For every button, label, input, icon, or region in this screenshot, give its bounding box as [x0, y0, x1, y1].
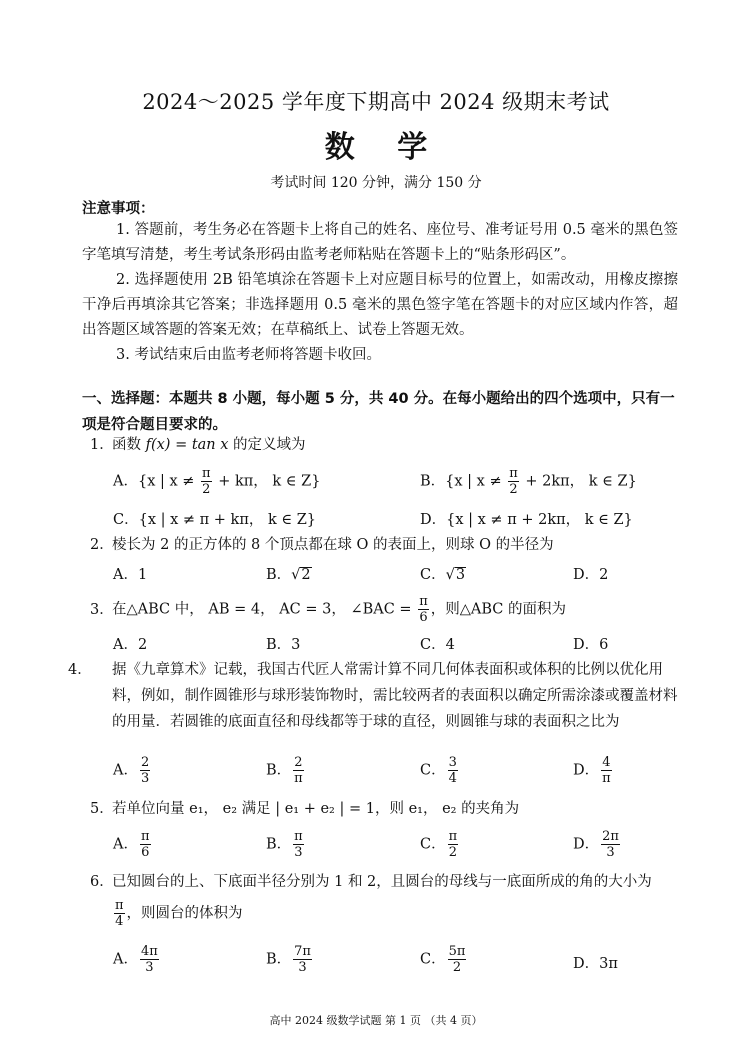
question-2 [90, 533, 680, 558]
q5-option-b: B． $\frac{\pi}{3}$ [266, 829, 303, 860]
question-4 [68, 657, 680, 735]
q5-option-a: A． $\frac{\pi}{6}$ [113, 829, 150, 860]
q5-option-d: D． $\frac{2\pi}{3}$ [573, 829, 619, 860]
notice-item-2: 2. 选择题使用 2B 铅笔填涂在答题卡上对应题目标号的位置上，如需改动，用橡皮擦擦干净后再填涂其它答案；非选择题用 0.5 毫米的黑色签字笔在答题卡的对应区域内作答，超出答题区域答题的答案无效；在草稿纸上、试卷上答题无效。 [82, 272, 678, 338]
notice-item-3: 3. 考试结束后由监考老师将答题卡收回。 [116, 347, 381, 363]
fraction: $\frac{\pi}{6}$ [419, 594, 428, 625]
fraction: $\frac{\pi}{2}$ [202, 466, 211, 497]
q1-option-a [113, 466, 320, 497]
q1-option-d [420, 508, 633, 529]
question-text: 棱长为 2 的正方体的 8 个顶点都在球 O 的表面上，则球 O 的半径为 [112, 537, 554, 553]
question-number: 6． [90, 874, 114, 890]
option-text: + 2kπ， k ∈ Z} [520, 473, 637, 490]
q2-option-c: C．√3 [420, 567, 466, 583]
option-label: A． [113, 473, 138, 490]
exam-title: 2024～2025 学年度下期高中 2024 级期末考试 [142, 90, 610, 114]
question-number: 2． [90, 537, 114, 553]
question-number: 5． [90, 801, 114, 817]
question-5 [90, 797, 680, 822]
question-text: 在△ABC 中， AB = 4， AC = 3， ∠BAC = [112, 601, 417, 618]
question-6-continued [112, 898, 672, 929]
q2-option-d: D．2 [573, 567, 609, 583]
q1-option-b [420, 466, 637, 497]
notice-item-1: 1. 答题前，考生务必在答题卡上将自己的姓名、座位号、准考证号用 0.5 毫米的黑色签字笔填写清楚，考生考试条形码由监考老师粘贴在答题卡上的“贴条形码区”。 [82, 222, 678, 263]
q4-option-c: C． $\frac{3}{4}$ [420, 755, 457, 786]
subject-title: 数 学 [324, 130, 444, 165]
q4-option-a: A． $\frac{2}{3}$ [113, 755, 150, 786]
fraction: $\frac{\pi}{2}$ [509, 466, 518, 497]
option-label: C． [113, 512, 139, 528]
question-6 [90, 870, 680, 895]
question-number: 3． [90, 601, 114, 618]
q4-option-d: D． $\frac{4}{\pi}$ [573, 755, 611, 786]
q3-option-a: A．2 [113, 637, 148, 653]
page-footer: 高中 2024 级数学试题 第 1 页 （共 4 页） [269, 1014, 483, 1027]
question-number: 1． [90, 437, 114, 453]
q6-option-b: B． $\frac{7\pi}{3}$ [266, 944, 311, 975]
option-text: + kπ， k ∈ Z} [213, 473, 321, 490]
q6-option-c: C． $\frac{5\pi}{2}$ [420, 944, 466, 975]
fraction: $\frac{\pi}{4}$ [115, 898, 124, 929]
section-heading: 一、选择题：本题共 8 小题，每小题 5 分，共 40 分。在每小题给出的四个选项中，只有一项是符合题目要求的。 [82, 391, 675, 433]
question-text: ，则△ABC 的面积为 [430, 601, 567, 618]
q2-option-a: A．1 [113, 567, 148, 583]
q1-option-c [113, 508, 316, 529]
q3-option-b: B．3 [266, 637, 301, 653]
notice-heading: 注意事项： [82, 201, 155, 217]
question-text: 函数 [112, 437, 146, 453]
q5-option-c: C． $\frac{\pi}{2}$ [420, 829, 458, 860]
question-text: ，则圆台的体积为 [126, 905, 243, 922]
question-text: 据《九章算术》记载，我国古代匠人常需计算不同几何体表面积或体积的比例以优化用料，例如，制作圆锥形与球形装饰物时，需比较两者的表面积以确定所需涂漆或覆盖材料的用量．若圆锥的底面直径和母线都等于球的直径，则圆锥与球的表面积之比为 [112, 662, 678, 730]
question-text: 的定义域为 [228, 437, 306, 453]
question-text: 若单位向量 e₁， e₂ 满足 | e₁ + e₂ | = 1，则 e₁， e₂ 的夹角为 [112, 801, 520, 817]
math-expression: f(x) = tan x [145, 437, 229, 453]
question-1 [90, 433, 680, 458]
q3-option-c: C．4 [420, 637, 455, 653]
option-text: {x | x ≠ [445, 473, 507, 490]
option-text: {x | x ≠ π + kπ， k ∈ Z} [138, 512, 317, 528]
q6-option-d: D．3π [573, 956, 618, 972]
q3-option-d: D．6 [573, 637, 609, 653]
q4-option-b: B． $\frac{2}{\pi}$ [266, 755, 303, 786]
option-text: {x | x ≠ [137, 473, 200, 490]
question-3 [90, 594, 680, 625]
question-text: 已知圆台的上、下底面半径分别为 1 和 2，且圆台的母线与一底面所成的角的大小为 [112, 874, 652, 890]
option-label: B． [420, 473, 446, 490]
q2-option-b: B．√2 [266, 567, 311, 583]
q6-option-a: A． $\frac{4\pi}{3}$ [113, 944, 158, 975]
option-label: D． [420, 512, 447, 528]
exam-time-info: 考试时间 120 分钟，满分 150 分 [270, 175, 482, 191]
option-text: {x | x ≠ π + 2kπ， k ∈ Z} [446, 512, 633, 528]
question-number: 4． [68, 662, 92, 678]
